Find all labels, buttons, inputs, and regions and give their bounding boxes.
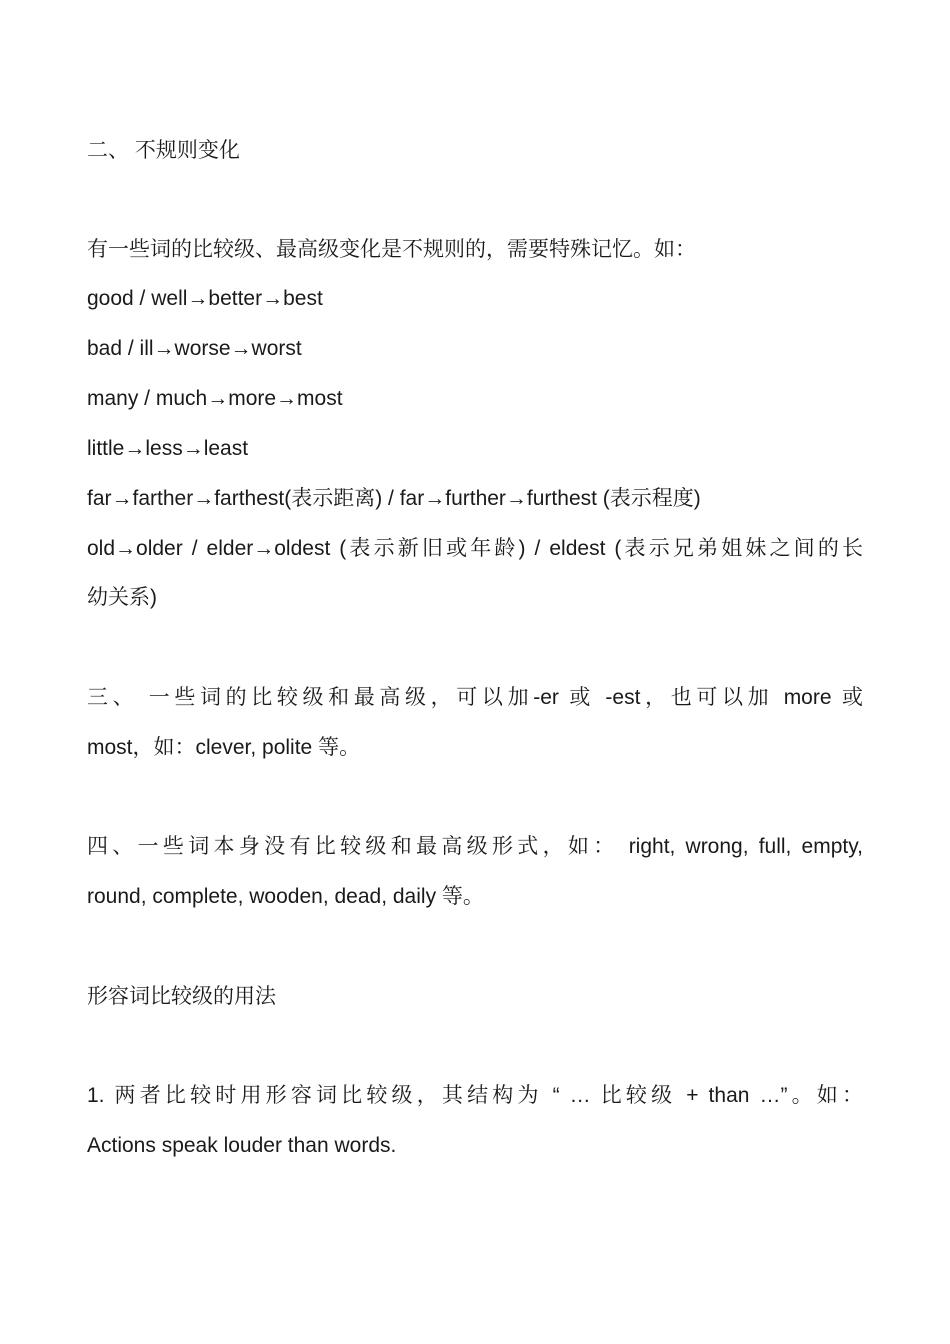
- usage-example: Actions speak louder than words.: [87, 1134, 397, 1157]
- example-line: good / well→better→best: [87, 287, 323, 310]
- example-line: many / much→more→most: [87, 387, 343, 410]
- example-line: old→older / elder→oldest (表示新旧或年龄) / eldest (表示兄弟姐妹之间的长: [87, 537, 863, 560]
- section-paragraph: 三、 一些词的比较级和最高级，可以加-er 或 -est，也可以加 more 或: [87, 686, 863, 709]
- section-paragraph-continued: round, complete, wooden, dead, daily 等。: [87, 885, 484, 908]
- section-paragraph: 四、一些词本身没有比较级和最高级形式，如： right, wrong, full, empty,: [87, 835, 863, 858]
- usage-paragraph: 1. 两者比较时用形容词比较级，其结构为 “ … 比较级 + than …”。如：: [87, 1084, 863, 1107]
- usage-heading: 形容词比较级的用法: [87, 985, 276, 1008]
- example-line: bad / ill→worse→worst: [87, 337, 302, 360]
- example-line: far→farther→farthest(表示距离) / far→further→furthest (表示程度): [87, 487, 701, 510]
- section-heading-irregular: 二、 不规则变化: [87, 139, 240, 162]
- section-paragraph-continued: most，如：clever, polite 等。: [87, 736, 361, 759]
- example-line: little→less→least: [87, 437, 249, 460]
- section-intro: 有一些词的比较级、最高级变化是不规则的，需要特殊记忆。如：: [87, 238, 696, 261]
- example-line-continued: 幼关系): [87, 586, 157, 609]
